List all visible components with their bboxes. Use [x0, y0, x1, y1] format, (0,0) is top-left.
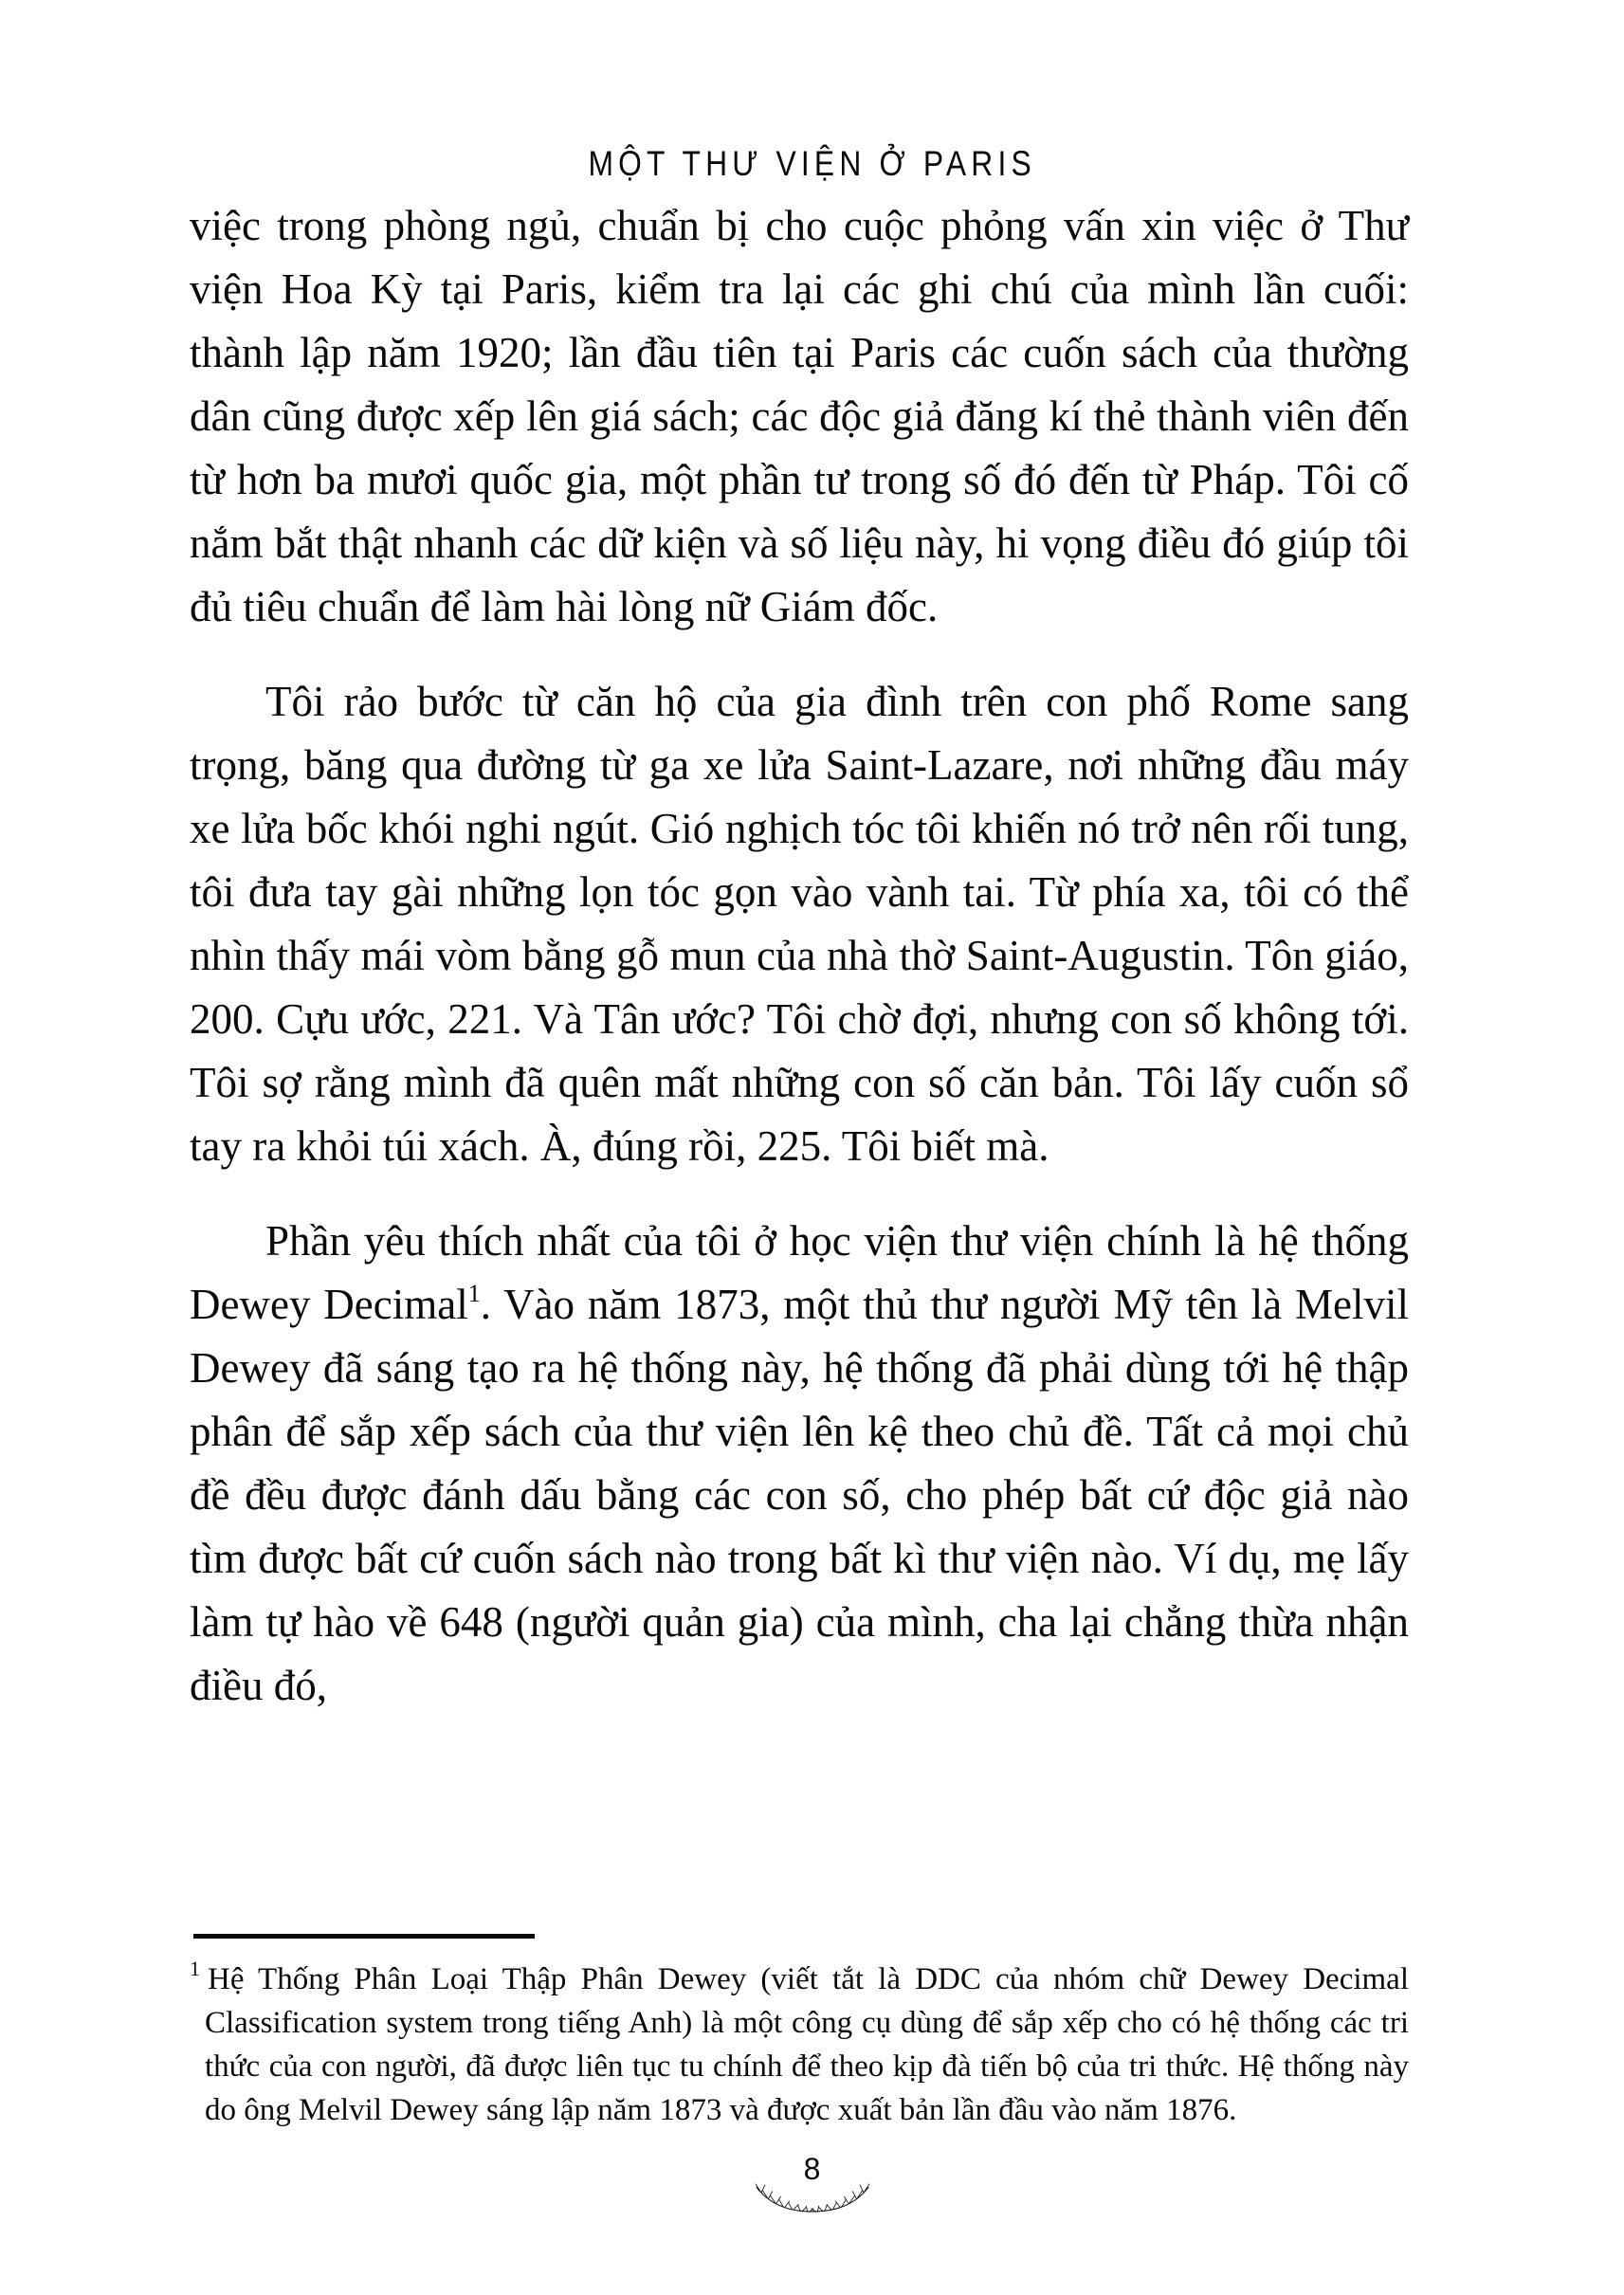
page-footer	[0, 2154, 1624, 2220]
footnote-text	[190, 1958, 1409, 2132]
paragraph-3-continuation: . Vào năm 1873, một thủ thư người Mỹ tên là Melvil Dewey đã sáng tạo ra hệ thống này, hệ thống đã phải dùng tới hệ thập phân để sắp xếp sách của thư viện lên kệ theo chủ đề. Tất cả mọi chủ đề đều được đánh dấu bằng các con số, cho phép bất cứ độc giả nào tìm được bất cứ cuốn sách nào trong bất kì thư viện nào. Ví dụ, mẹ lấy làm tự hào về 648 (người quản gia) của mình, cha lại chẳng thừa nhận điều đó,	[190, 1281, 1409, 1709]
footnote-block	[190, 1934, 1409, 2132]
paragraph-1: việc trong phòng ngủ, chuẩn bị cho cuộc phỏng vấn xin việc ở Thư viện Hoa Kỳ tại Paris, kiểm tra lại các ghi chú của mình lần cuối: thành lập năm 1920; lần đầu tiên tại Paris các cuốn sách của thường dân cũng được xếp lên giá sách; các độc giả đăng kí thẻ thành viên đến từ hơn ba mươi quốc gia, một phần tư trong số đó đến từ Pháp. Tôi cố nắm bắt thật nhanh các dữ kiện và số liệu này, hi vọng điều đó giúp tôi đủ tiêu chuẩn để làm hài lòng nữ Giám đốc.	[190, 202, 1409, 630]
paragraph-2: Tôi rảo bước từ căn hộ của gia đình trên con phố Rome sang trọng, băng qua đường từ ga xe lửa Saint-Lazare, nơi những đầu máy xe lửa bốc khói nghi ngút. Gió nghịch tóc tôi khiến nó trở nên rối tung, tôi đưa tay gài những lọn tóc gọn vào vành tai. Từ phía xa, tôi có thể nhìn thấy mái vòm bằng gỗ mun của nhà thờ Saint-Augustin. Tôn giáo, 200. Cựu ước, 221. Và Tân ước? Tôi chờ đợi, nhưng con số không tới. Tôi sợ rằng mình đã quên mất những con số căn bản. Tôi lấy cuốn sổ tay ra khỏi túi xách. À, đúng rồi, 225. Tôi biết mà.	[190, 678, 1409, 1170]
paragraph-3	[190, 1210, 1409, 1718]
page-number: 8	[803, 2152, 821, 2186]
footnote-reference: 1	[467, 1280, 481, 1307]
paragraph-3-text: Phần yêu thích nhất của tôi ở học viện thư viện chính là hệ thống Dewey Decimal	[190, 1217, 1409, 1328]
body-text	[190, 194, 1409, 1718]
footnote-body: Hệ Thống Phân Loại Thập Phân Dewey (viết tắt là DDC của nhóm chữ Dewey Decimal Classification system trong tiếng Anh) là một công cụ dùng để sắp xếp cho có hệ thống các tri thức của con người, đã được liên tục tu chính để theo kịp đà tiến bộ của tri thức. Hệ thống này do ông Melvil Dewey sáng lập năm 1873 và được xuất bản lần đầu vào năm 1876.	[205, 1962, 1409, 2127]
running-header-text: MỘT THƯ VIỆN Ở PARIS	[588, 144, 1036, 183]
laurel-decoration-icon	[754, 2180, 871, 2220]
running-header	[0, 144, 1624, 184]
footnote-marker: 1	[190, 1957, 200, 1980]
footnote-separator-rule	[193, 1934, 535, 1939]
